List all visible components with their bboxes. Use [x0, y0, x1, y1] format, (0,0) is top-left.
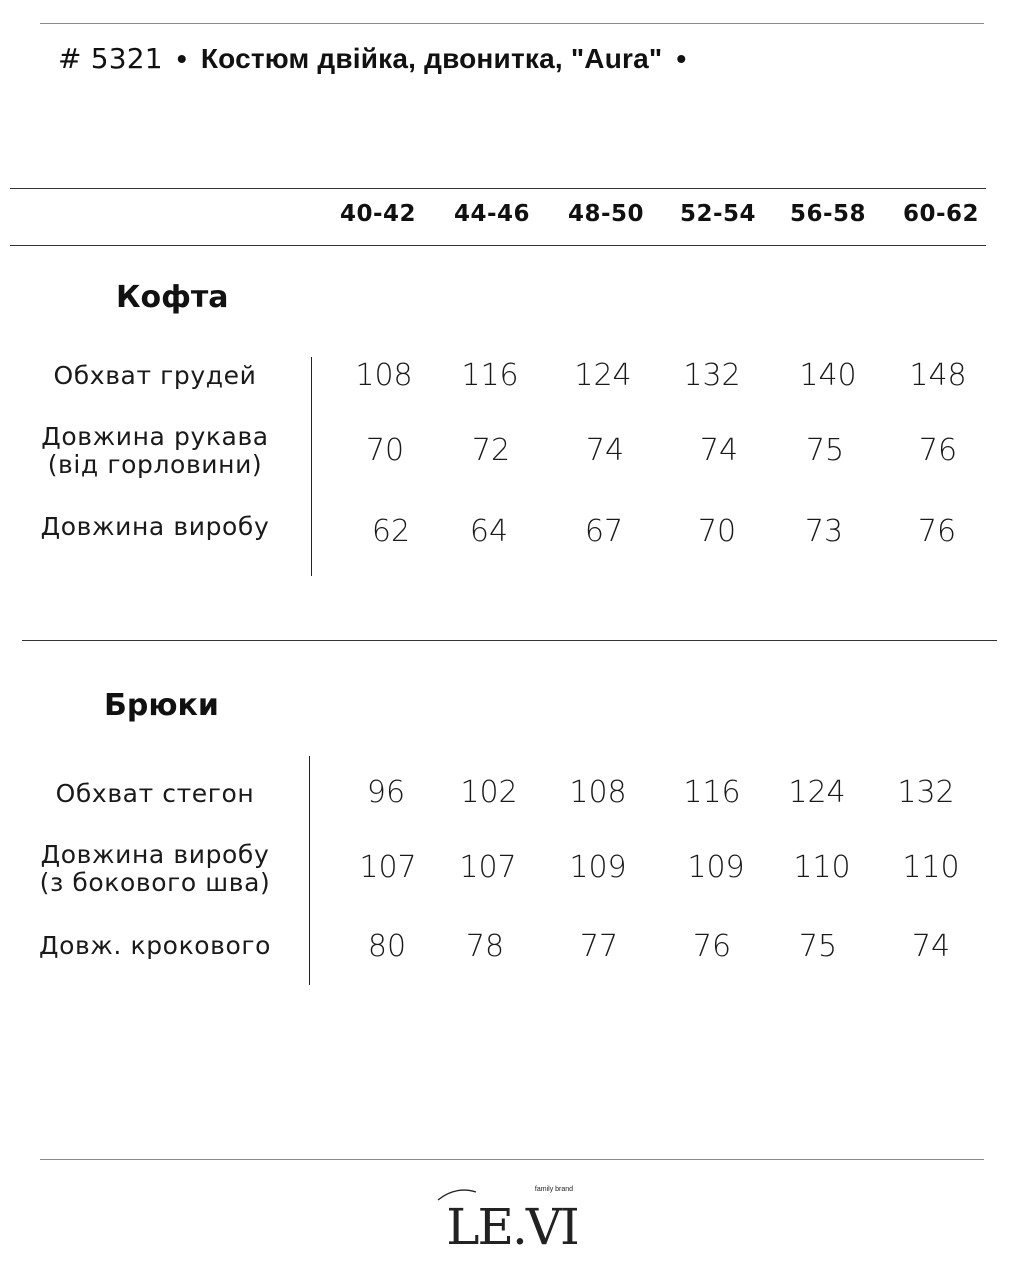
row-label: Обхват стегон [55, 779, 255, 808]
value-cell: 107 [459, 850, 517, 885]
section-divider [22, 640, 997, 641]
value-cell: 74 [911, 929, 951, 964]
section-title-bottom: Брюки [104, 688, 219, 723]
page-title [58, 42, 700, 75]
brand-logo [436, 1178, 586, 1258]
value-cell: 132 [683, 358, 741, 393]
value-cell: 75 [798, 929, 838, 964]
value-cell: 67 [584, 514, 624, 549]
value-cell: 124 [574, 358, 632, 393]
value-cell: 70 [365, 433, 405, 468]
value-cell: 107 [359, 850, 417, 885]
value-cell: 77 [579, 929, 619, 964]
value-cell: 78 [465, 929, 505, 964]
value-cell: 109 [687, 850, 745, 885]
value-cell: 70 [697, 514, 737, 549]
value-cell: 116 [461, 358, 519, 393]
value-cell: 80 [367, 929, 407, 964]
value-cell: 110 [793, 850, 851, 885]
section-top-vertical-rule [311, 357, 312, 576]
value-cell: 75 [805, 433, 845, 468]
value-cell: 109 [569, 850, 627, 885]
size-header-cell: 52-54 [679, 201, 757, 227]
value-cell: 140 [799, 358, 857, 393]
value-cell: 116 [683, 775, 741, 810]
value-cell: 76 [917, 514, 957, 549]
value-cell: 76 [918, 433, 958, 468]
value-cell: 76 [692, 929, 732, 964]
value-cell: 110 [902, 850, 960, 885]
product-name: Костюм двійка, двонитка, "Aura" [200, 43, 663, 74]
value-cell: 74 [585, 433, 625, 468]
value-cell: 74 [699, 433, 739, 468]
title-bullet-left: • [176, 43, 187, 74]
size-header-cell: 44-46 [453, 201, 531, 227]
value-cell: 102 [460, 775, 518, 810]
value-cell: 96 [366, 775, 406, 810]
value-cell: 148 [909, 358, 967, 393]
brand-logo-tagline: family brand [534, 1186, 574, 1193]
size-header-cell: 56-58 [789, 201, 867, 227]
value-cell: 62 [371, 514, 411, 549]
value-cell: 72 [471, 433, 511, 468]
size-header-top-rule [10, 188, 986, 189]
row-label: Довжина рукава (від горловини) [41, 422, 269, 479]
brand-logo-wordmark: LE.VI [446, 1198, 578, 1256]
value-cell: 124 [788, 775, 846, 810]
title-bullet-right: • [676, 43, 687, 74]
value-cell: 108 [355, 358, 413, 393]
section-title-top: Кофта [116, 280, 229, 315]
top-divider [40, 23, 984, 24]
row-label: Довжина виробу [40, 512, 270, 541]
row-label: Довжина виробу (з бокового шва) [39, 840, 271, 897]
value-cell: 64 [469, 514, 509, 549]
size-header-bottom-rule [10, 245, 986, 246]
section-bottom-vertical-rule [309, 756, 310, 985]
row-label: Обхват грудей [53, 361, 257, 390]
size-header-cell: 40-42 [339, 201, 417, 227]
footer-divider [40, 1159, 984, 1160]
row-label: Довж. крокового [38, 931, 272, 960]
value-cell: 132 [897, 775, 955, 810]
size-header-cell: 60-62 [902, 201, 980, 227]
size-header-cell: 48-50 [567, 201, 645, 227]
value-cell: 73 [804, 514, 844, 549]
value-cell: 108 [569, 775, 627, 810]
product-code: # 5321 [58, 42, 163, 75]
